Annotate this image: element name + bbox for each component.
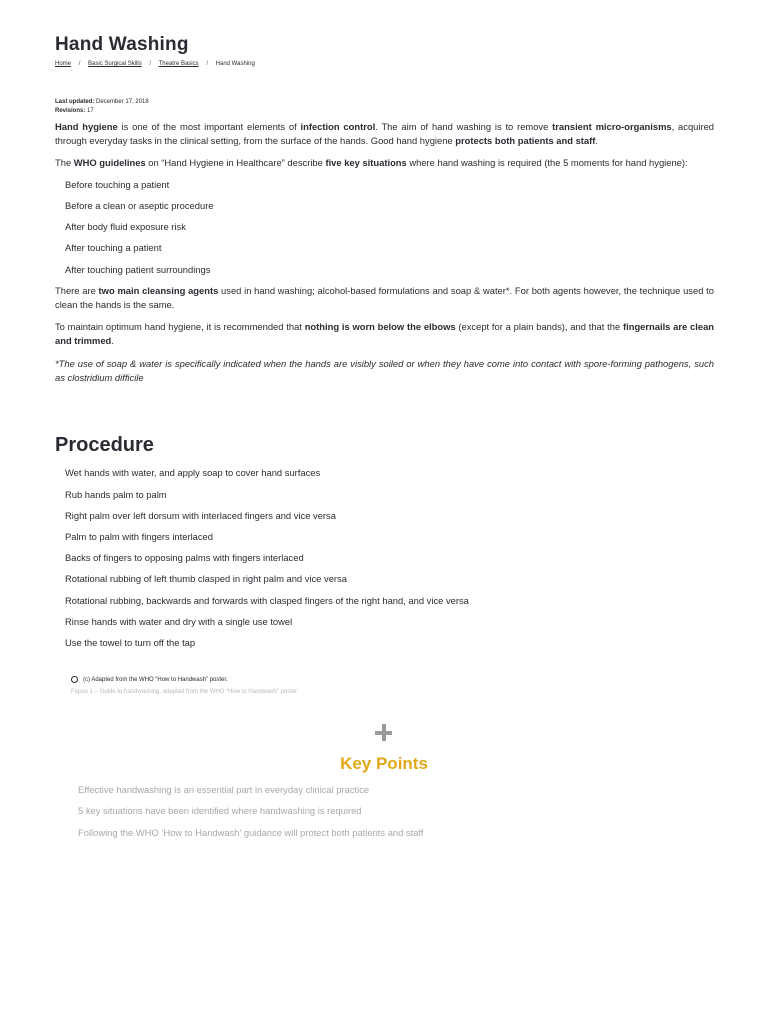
revisions-label: Revisions: <box>55 108 86 114</box>
text-span: , acquired through everyday tasks in the clinical setting, from the surface of the hands. Good hand hygiene <box>55 121 715 146</box>
term-two-main-cleansing-agents: two main cleansing agents <box>98 285 219 296</box>
procedure-step: Backs of fingers to opposing palms with fingers interlaced <box>65 552 304 563</box>
moment-item: After touching a patient <box>65 242 162 253</box>
intro-paragraph-2 <box>55 156 714 170</box>
moment-item: Before touching a patient <box>65 179 170 190</box>
revisions-value: 17 <box>87 108 94 114</box>
term-nothing-below-elbows: nothing is worn below the elbows <box>304 321 456 332</box>
procedure-step: Rotational rubbing, backwards and forwards with clasped fingers of the right hand, and vice versa <box>65 595 469 606</box>
last-updated <box>55 98 149 107</box>
revisions <box>55 107 149 116</box>
text-span: . <box>111 334 114 346</box>
text-span: (except for a plain bands), and that the <box>455 321 623 332</box>
breadcrumb-home-link[interactable]: Home <box>55 61 72 67</box>
procedure-step: Wet hands with water, and apply soap to cover hand surfaces <box>65 467 321 478</box>
soap-note <box>55 357 714 384</box>
last-updated-label: Last updated: <box>55 99 95 105</box>
term-five-key-situations: five key situations <box>325 157 407 168</box>
text-span: on “Hand Hygiene in Healthcare” describe <box>145 157 326 168</box>
term-transient-micro-organisms: transient micro-organisms <box>552 121 672 132</box>
term-who-guidelines: WHO guidelines <box>73 157 146 168</box>
text-span: where hand washing is required (the 5 moments for hand hygiene): <box>406 157 688 168</box>
key-point-item: Effective handwashing is an essential part in everyday clinical practice <box>78 784 370 795</box>
intro-paragraph-4 <box>55 320 714 347</box>
text-span: is one of the most important elements of <box>117 121 301 132</box>
term-infection-control: infection control <box>300 121 376 132</box>
procedure-step: Rinse hands with water and dry with a single use towel <box>65 616 293 627</box>
moment-item: Before a clean or aseptic procedure <box>65 200 214 211</box>
text-span: . The aim of hand washing is to remove <box>375 121 553 132</box>
breadcrumb-theatre-basics-link[interactable]: Theatre Basics <box>158 61 199 67</box>
text-span: . <box>595 134 598 146</box>
article-meta <box>55 98 149 116</box>
text-span: The <box>55 157 74 168</box>
procedure-step: Right palm over left dorsum with interlaced fingers and vice versa <box>65 510 336 521</box>
text-span: used in hand washing; alcohol-based formulations and soap & water*. For both agents however, the technique used to clean the hands is the same. <box>55 285 714 310</box>
procedure-step: Palm to palm with fingers interlaced <box>65 531 213 542</box>
term-hand-hygiene: Hand hygiene <box>55 121 118 132</box>
procedure-step: Rotational rubbing of left thumb clasped in right palm and vice versa <box>65 573 347 584</box>
key-point-item: Following the WHO ‘How to Handwash’ guidance will protect both patients and staff <box>78 827 424 838</box>
moment-item: After touching patient surroundings <box>65 264 211 275</box>
key-point-item: 5 key situations have been identified where handwashing is required <box>78 805 362 816</box>
intro-paragraph-1 <box>55 120 714 147</box>
figure-caption: Figure 1 – Guide to handwashing, adapted from the WHO “How to Handwash” poster <box>71 689 298 695</box>
figure-credit <box>71 676 297 683</box>
plus-icon[interactable] <box>375 724 392 741</box>
text-span: There are <box>55 285 99 296</box>
breadcrumb-current: Hand Washing <box>215 61 255 67</box>
term-protects-both: protects both patients and staff <box>455 134 596 146</box>
figure-credit-text: (c) Adapted from the WHO “How to Handwash” poster. <box>83 676 228 683</box>
breadcrumb-separator: / <box>149 61 152 67</box>
last-updated-value: December 17, 2018 <box>96 99 149 105</box>
text-span: To maintain optimum hand hygiene, it is recommended that <box>55 321 305 332</box>
breadcrumb <box>55 61 255 67</box>
term-fingernails-clean: fingernails are clean and trimmed <box>55 321 715 346</box>
breadcrumb-separator: / <box>206 61 208 67</box>
soap-note-text: *The use of soap & water is specifically indicated when the hands are visibly soiled or when they have come into contact with spore-forming pathogens, such as clostridium difficile <box>55 358 714 383</box>
breadcrumb-basic-surgical-skills-link[interactable]: Basic Surgical Skills <box>88 61 142 67</box>
procedure-step: Use the towel to turn off the tap <box>65 637 196 648</box>
page-title: Hand Washing <box>55 34 189 55</box>
intro-paragraph-3 <box>55 284 714 311</box>
moment-item: After body fluid exposure risk <box>65 221 186 232</box>
procedure-heading: Procedure <box>55 434 154 456</box>
procedure-step: Rub hands palm to palm <box>65 489 167 500</box>
copyright-icon <box>71 676 78 683</box>
breadcrumb-separator: / <box>78 61 81 67</box>
figure <box>71 676 297 695</box>
key-points-heading: Key Points <box>340 754 428 773</box>
